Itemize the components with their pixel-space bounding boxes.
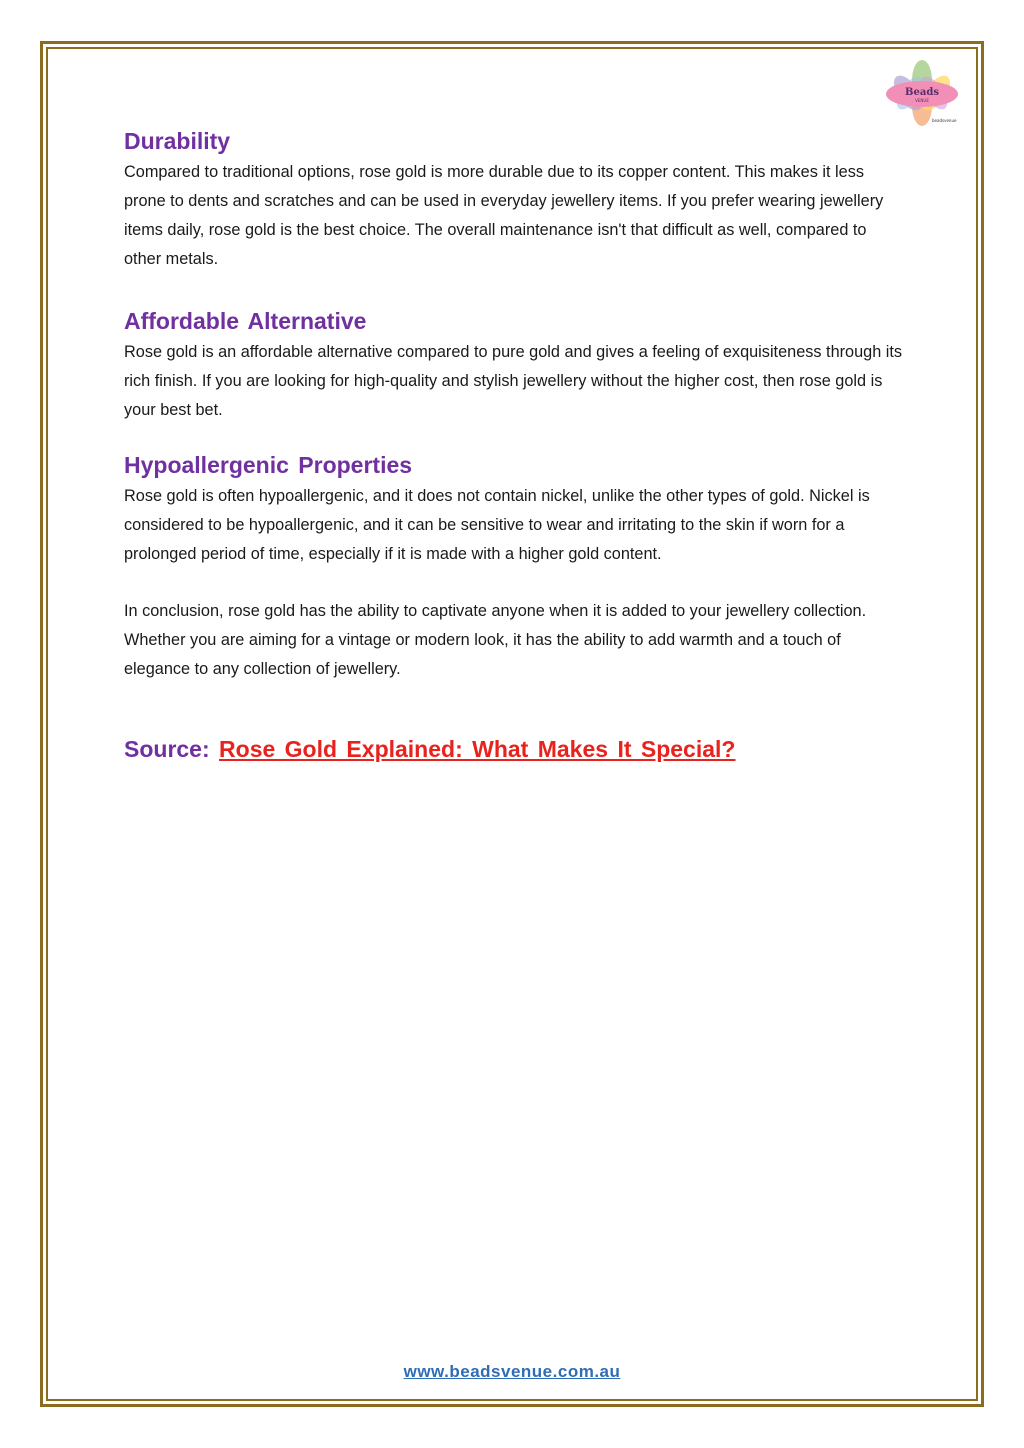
section-body-affordable: Rose gold is an affordable alternative compared to pure gold and gives a feeling of exquisiteness through its rich finish. If you are looking for high-quality and stylish jewellery without the higher cost, then rose gold is your best bet. xyxy=(124,343,903,419)
section-heading-durability: Durability xyxy=(124,128,231,154)
source-label: Source: xyxy=(124,736,210,762)
section-heading-hypoallergenic: Hypoallergenic Properties xyxy=(124,452,413,478)
section-body-hypoallergenic: Rose gold is often hypoallergenic, and it does not contain nickel, unlike the other types of gold. Nickel is considered to be hypoallergenic, and it can be sensitive to wear and irritating to the skin if worn for a prolonged period of time, especially if it is made with a higher gold content. xyxy=(124,487,870,563)
section-body-durability: Compared to traditional options, rose gold is more durable due to its copper content. This makes it less prone to dents and scratches and can be used in everyday jewellery items. If you prefer wearing jewellery items daily, rose gold is the best choice. The overall maintenance isn't that difficult as well, compared to other metals. xyxy=(124,163,884,268)
source-line xyxy=(124,732,904,766)
main-content xyxy=(124,124,904,766)
beads-venue-logo xyxy=(884,58,960,128)
logo-tagline: beadsvenue xyxy=(932,118,957,123)
section-heading-affordable: Affordable Alternative xyxy=(124,308,367,334)
logo-name: Beads xyxy=(905,87,939,98)
logo-subtitle: VENUE xyxy=(915,98,929,103)
conclusion-paragraph: In conclusion, rose gold has the ability to captivate anyone when it is added to your jewellery collection. Whether you are aiming for a vintage or modern look, it has the ability to add warmth and a touch of elegance to any collection of jewellery. xyxy=(124,602,867,678)
source-article-link[interactable]: Rose Gold Explained: What Makes It Special? xyxy=(219,736,736,762)
footer-website-link[interactable]: www.beadsvenue.com.au xyxy=(403,1362,621,1381)
